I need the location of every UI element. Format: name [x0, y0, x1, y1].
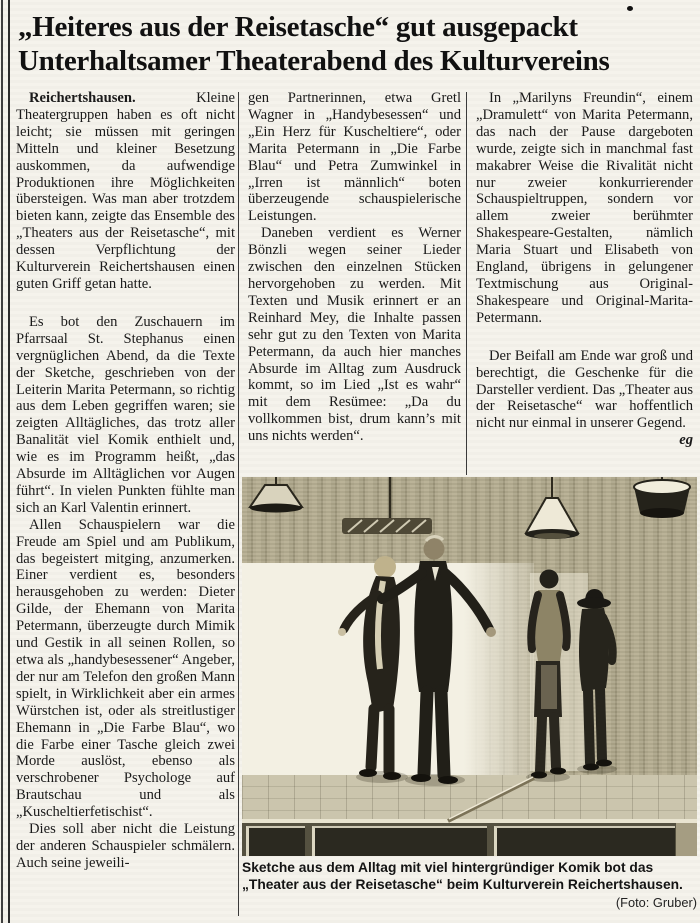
column-3: [476, 90, 693, 478]
paragraph: In „Marilyns Freundin“, einem „Dramulett“ von Marita Petermann, das nach der Pause dargeboten wurde, zeigte sich in manchmal fast makabrer Weise die Rivalität nicht nur zweier konkurrierender Schauspieltruppen, sondern vor allem zweier berühmter Shakespeare-Gestalten, nämlich Maria Stuart und Elisabeth von England, übrigens in gelungener Textmischung aus Original-Shakespeare und Original-Marita-Petermann.: [476, 90, 693, 326]
dateline: Reichertshausen.: [29, 90, 136, 106]
paragraph: Allen Schauspielern war die Freude am Spiel und am Publikum, das begeistert mitging, anzumerken. Einer verdient es, besonders herausgehoben zu werden: Dieter Gilde, der Ehemann von Marita Petermann, überzeugte durch Mimik und Gestik in all seinen Rollen, so etwa als „handybesessener“ Angeber, der nur am Telefon den großen Mann spielt, in Wirklichkeit aber ein armes Würstchen ist, oder als streitlustiger Ehemann in „Die Farbe Blau“, wo die Farbe einer Tasche gleich zwei Morde auslöst, ebenso als verschrobener Psychologe auf Brautschau und als „Kuscheltierfetischist“.: [16, 516, 235, 821]
headline: [18, 10, 690, 78]
paragraph-text: Kleine Theatergruppen haben es oft nicht leicht; sie müssen mit geringen Mitteln und kleiner Besetzung auskommen, da aufwendige Produktionen ihre Möglichkeiten übersteigen. Was man aber trotzdem bieten kann, zeigte das Ensemble des „Theaters aus der Reisetasche“, mit dessen Verpflichtung der Kulturverein Reichertshausen einen guten Griff getan hatte.: [16, 90, 235, 292]
photo-credit: (Foto: Gruber): [615, 895, 697, 910]
column-divider-1: [238, 92, 239, 916]
column-divider-2: [466, 92, 467, 475]
paragraph: gen Partnerinnen, etwa Gretl Wagner in „Handybesessen“ und „Ein Herz für Kuscheltiere“, oder Marita Petermann in „Die Farbe Blau“ und Petra Zumwinkel in „Irren ist männlich“ boten überzeugende schauspielerische Leistungen.: [248, 90, 461, 225]
caption-block: [242, 859, 697, 910]
stage-beam-decoration: [342, 518, 432, 534]
left-border-inner-line: [8, 0, 10, 923]
column-1: [16, 90, 235, 920]
column-2: [248, 90, 461, 476]
actor-hat-silhouette: [577, 589, 613, 771]
stage-photo: [242, 477, 697, 856]
pendant-lamp-icon: [525, 498, 579, 539]
pendant-lamp-icon: [250, 485, 302, 513]
paragraph: Daneben verdient es Werner Bönzli wegen seiner Lieder zwischen den einzelnen Stücken hervorgehoben zu werden. Mit Texten und Musik erinnert er an Reinhard Mey, die Inhalte passen sehr gut zu den Texten von Marita Petermann, da auch hier manches Absurde im Alltag zum Ausdruck kommt, so im Lied „Ist es wahr“ mit dem Resümee: „Da du vollkommen bist, drum kann’s mit uns nichts werden“.: [248, 225, 461, 445]
paragraph-text: Der Beifall am Ende war groß und berechtigt, die Geschenke für die Darsteller verdient. Das „Theater aus der Reisetasche“ war hoffentlich nicht nur einmal in unserer Gegend.: [476, 347, 693, 432]
author-initials: eg: [679, 432, 693, 449]
headline-line2: Unterhaltsamer Theaterabend des Kulturvereins: [18, 45, 610, 77]
actor-vest-silhouette: [531, 570, 567, 779]
headline-line1: „Heiteres aus der Reisetasche“ gut ausgepackt: [18, 11, 578, 43]
closing-paragraph: [476, 347, 693, 449]
stage-prop-stick: [448, 777, 534, 821]
left-border-outer-line: [1, 0, 3, 923]
photo-figures: [242, 477, 697, 856]
pendant-lamp-icon: [634, 480, 690, 518]
paragraph: Dies soll aber nicht die Leistung der anderen Schauspieler schmälern. Auch seine jeweili-: [16, 821, 235, 871]
paragraph: [16, 90, 235, 293]
actor-man-silhouette: [382, 536, 496, 784]
photo-caption: Sketche aus dem Alltag mit viel hintergründiger Komik bot das „Theater aus der Reisetasche“ beim Kulturverein Reichertshausen.: [242, 860, 683, 892]
paragraph: Es bot den Zuschauern im Pfarrsaal St. Stephanus einen vergnüglichen Abend, da die Texte der Sketche, geschrieben von der Leiterin Marita Petermann, so richtig aus dem Leben gegriffen waren; sie zeigten Alltägliches, das trotz aller Banalität viel Komik enthielt und, wie es im Programm heißt, „das Absurde im Alltäglichen vor Augen führt“. In vielen Punkten fühlte man sich an Karl Valentin erinnert.: [16, 313, 235, 516]
